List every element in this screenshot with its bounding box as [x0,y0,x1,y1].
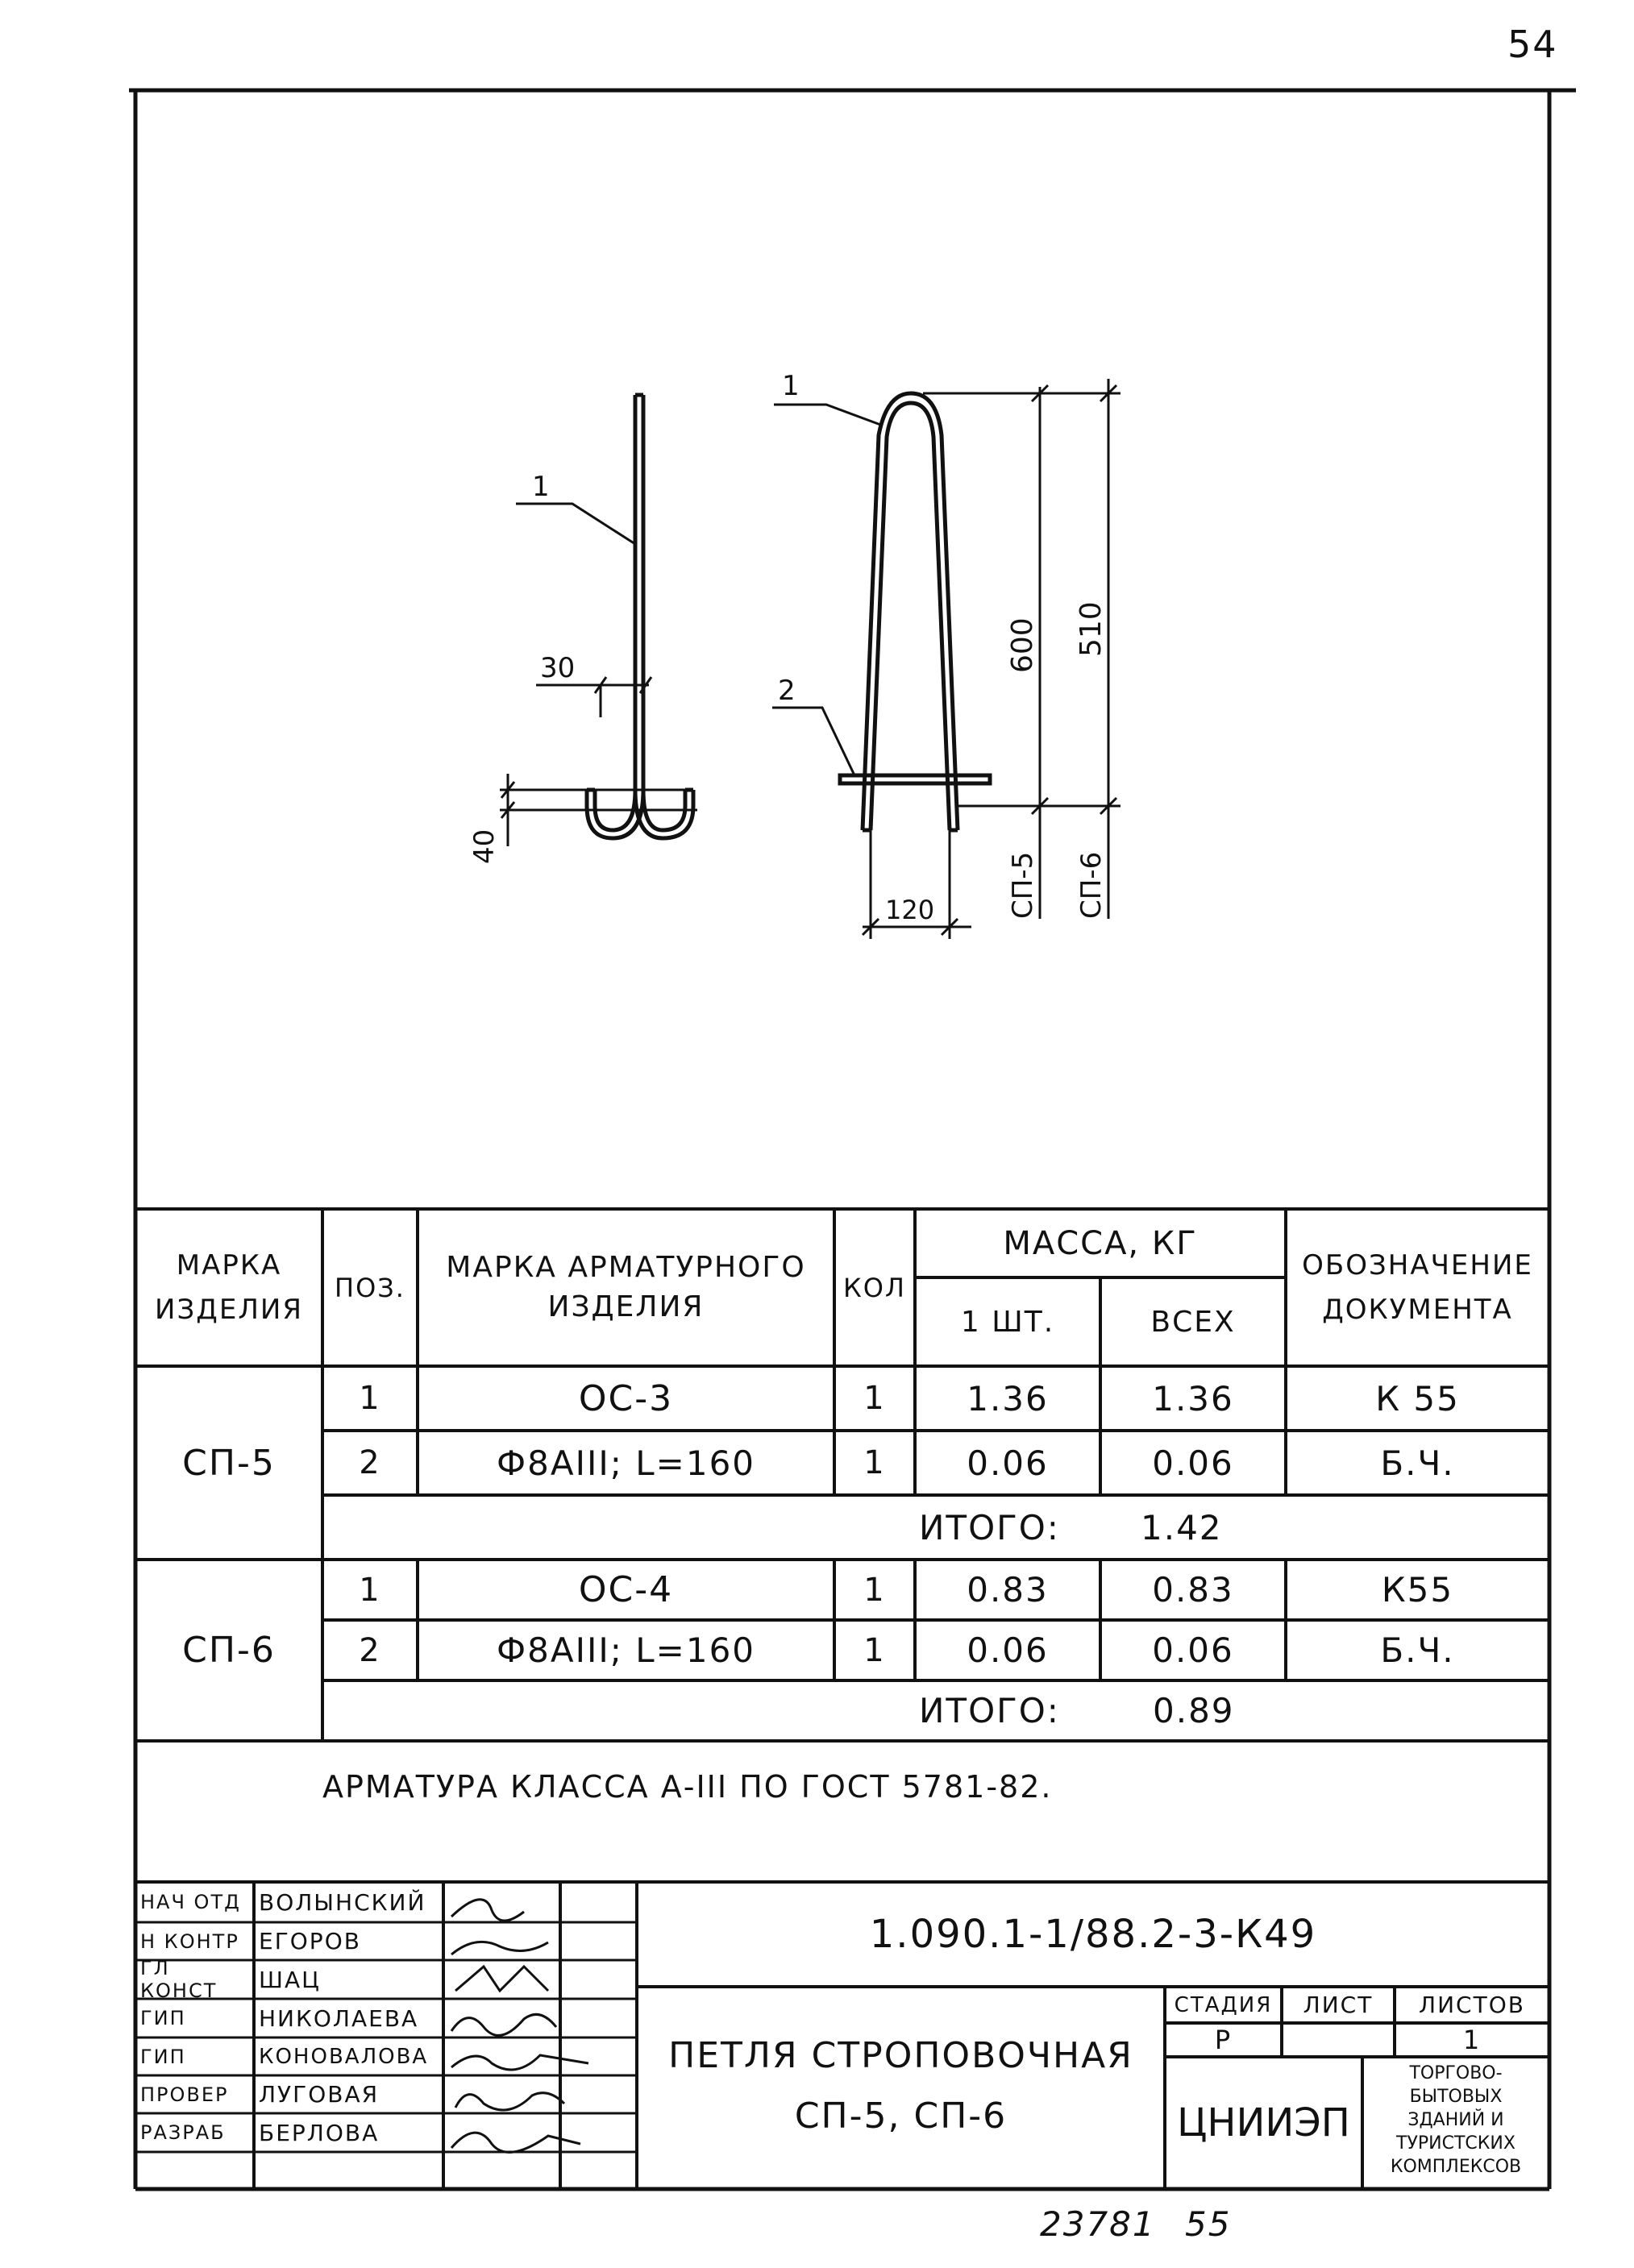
header-rebar-mark: МАРКА АРМАТУРНОГО ИЗДЕЛИЯ [446,1250,806,1323]
staff-role: ПРОВЕР [140,2083,229,2106]
org-desc-line: БЫТОВЫХ [1409,2087,1503,2107]
staff-role: ГЛ КОНСТ [140,1957,218,2002]
header-mass-all: ВСЕХ [1150,1305,1236,1339]
org-desc-line: ТУРИСТСКИХ [1396,2133,1516,2154]
left-pos1-label: 1 [532,471,550,503]
staff-role: ГИП [140,2045,186,2068]
stage-value: Р [1214,2025,1233,2055]
g2r2-mass-all: 0.06 [1152,1630,1234,1670]
g2r2-rebar: Ф8АIII; L=160 [496,1630,756,1670]
g1r1-rebar: ОС-3 [578,1377,674,1419]
g2r2-pos: 2 [359,1631,381,1669]
staff-name: БЕРЛОВА [259,2119,380,2146]
sheets-label: ЛИСТОВ [1419,1992,1525,2018]
organization-description [1362,2062,1549,2179]
staff-role: Н КОНТР [140,1929,239,1953]
org-desc-line: КОМПЛЕКСОВ [1390,2157,1522,2177]
g1r2-qty: 1 [863,1444,886,1481]
document-designation: 1.090.1-1/88.2-3-К49 [869,1912,1317,1957]
g2r2-qty: 1 [863,1631,886,1669]
stage-label: СТАДИЯ [1174,1992,1273,2017]
mark-sp5-label: СП-5 [1007,851,1039,919]
staff-name: ШАЦ [259,1966,321,1993]
inventory-number: 23781 [1040,2204,1156,2244]
staff-role: ГИП [140,2007,186,2029]
sheets-value: 1 [1462,2025,1482,2055]
staff-name: ЛУГОВАЯ [259,2081,380,2108]
staff-name: КОНОВАЛОВА [259,2044,429,2069]
g2r1-rebar: ОС-4 [578,1569,674,1610]
g2r2-doc: Б.Ч. [1380,1630,1455,1670]
staff-name: НИКОЛАЕВА [259,2004,419,2032]
group2-mark: СП-6 [182,1630,276,1671]
dim-510-label: 510 [1075,601,1108,657]
g2-total-value: 0.89 [1153,1691,1235,1730]
g1r1-doc: К 55 [1375,1378,1460,1419]
header-doc: ОБОЗНАЧЕНИЕ ДОКУМЕНТА [1302,1249,1533,1326]
g1r2-doc: Б.Ч. [1380,1443,1455,1483]
org-desc-line: ЗДАНИЙ И [1407,2110,1504,2130]
header-mass: МАССА, КГ [1003,1224,1198,1262]
sheet-value [1282,2023,1395,2057]
g1r2-pos: 2 [359,1444,381,1481]
dim-40-label: 40 [468,829,501,864]
right-pos1-label: 1 [782,370,800,402]
g1r1-mass-one: 1.36 [967,1378,1049,1419]
header-pos: ПОЗ. [335,1272,405,1303]
g1-total-label: ИТОГО: [919,1508,1060,1547]
g1r1-pos: 1 [359,1380,381,1417]
g2r1-mass-all: 0.83 [1152,1570,1234,1610]
g2-total-label: ИТОГО: [919,1691,1060,1730]
document-title-line2: СП-5, СП-6 [794,2095,1008,2137]
g2r1-pos: 1 [359,1571,381,1609]
g1r2-rebar: Ф8АIII; L=160 [496,1443,756,1483]
g1-total-value: 1.42 [1141,1508,1223,1547]
org-desc-line: ТОРГОВО- [1409,2063,1503,2083]
header-qty: КОЛ [843,1272,906,1303]
organization-name: ЦНИИЭП [1177,2100,1350,2145]
g1r2-mass-all: 0.06 [1152,1443,1234,1483]
staff-role: РАЗРАБ [140,2121,226,2144]
right-pos2-label: 2 [778,675,796,707]
staff-name: ЕГОРОВ [259,1928,361,1954]
dim-120-label: 120 [885,895,935,925]
rebar-class-note: АРМАТУРА КЛАССА А-III ПО ГОСТ 5781-82. [322,1769,1053,1805]
dim-600-label: 600 [1006,617,1039,673]
g2r1-doc: К55 [1381,1570,1454,1610]
g1r1-qty: 1 [863,1380,886,1417]
page-number: 55 [1185,2204,1232,2244]
group1-mark: СП-5 [182,1442,276,1484]
g2r1-mass-one: 0.83 [967,1570,1049,1610]
g1r2-mass-one: 0.06 [967,1443,1049,1483]
document-title-line1: ПЕТЛЯ СТРОПОВОЧНАЯ [668,2034,1133,2076]
staff-role: НАЧ ОТД [140,1891,241,1913]
staff-name: ВОЛЫНСКИЙ [259,1888,426,1916]
header-product-mark: МАРКА ИЗДЕЛИЯ [155,1249,303,1326]
g1r1-mass-all: 1.36 [1152,1378,1234,1419]
header-mass-one: 1 ШТ. [960,1305,1055,1339]
sheet-number: 54 [1507,23,1558,66]
sheet-label: ЛИСТ [1303,1992,1374,2018]
g2r1-qty: 1 [863,1571,886,1609]
g2r2-mass-one: 0.06 [967,1630,1049,1670]
dim-30-label: 30 [540,652,576,684]
mark-sp6-label: СП-6 [1075,851,1108,919]
